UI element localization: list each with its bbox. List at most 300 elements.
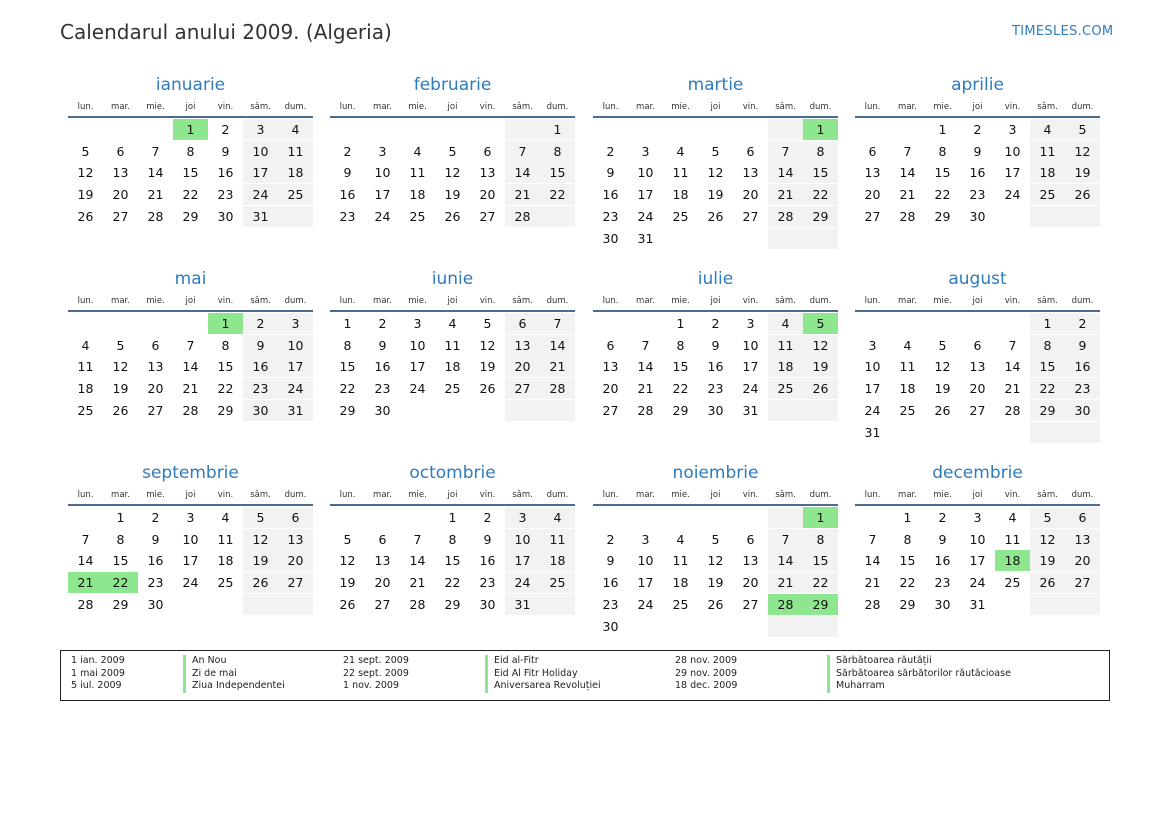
site-link[interactable]: TIMESLES.COM <box>1012 24 1114 39</box>
weekday-label: dum. <box>809 490 832 500</box>
day-cell: 25 <box>672 208 689 224</box>
day-cell: 28 <box>182 402 199 418</box>
header-rule <box>68 310 313 312</box>
day-cell: 8 <box>1030 335 1065 356</box>
day-cell: 23 <box>707 381 724 397</box>
day-cell: 31 <box>278 400 313 421</box>
day-cell: 22 <box>217 381 234 397</box>
day-cell: 3 <box>413 316 422 331</box>
day-cell: 10 <box>182 531 199 547</box>
day-cell: 27 <box>505 378 540 399</box>
day-cell: 15 <box>182 165 199 181</box>
day-cell: 22 <box>540 184 575 205</box>
day-cell: 12 <box>479 337 496 353</box>
day-cell: 31 <box>243 206 278 227</box>
legend-date: 22 sept. 2009 <box>343 667 409 679</box>
day-cell: 26 <box>479 381 496 397</box>
weekday-label: lun. <box>77 296 94 306</box>
day-cell: 16 <box>243 356 278 377</box>
weekday-label: sâm. <box>775 490 796 500</box>
day-cell: 9 <box>483 531 492 547</box>
month-septembrie <box>68 462 313 652</box>
day-cell: 21 <box>768 184 803 205</box>
day-cell: 3 <box>641 143 650 159</box>
day-cell: 27 <box>864 208 881 224</box>
legend-holiday-name: Eid al-Fitr <box>494 655 539 666</box>
day-cell: 6 <box>483 143 492 159</box>
day-cell: 7 <box>1008 337 1017 353</box>
day-cell: 27 <box>147 402 164 418</box>
day-cell: 22 <box>803 572 838 593</box>
day-cell: 14 <box>768 550 803 571</box>
day-cell: 10 <box>969 531 986 547</box>
day-cell: 7 <box>505 141 540 162</box>
empty-weekend-cell <box>1065 422 1100 443</box>
day-cell: 7 <box>151 143 160 159</box>
day-cell: 29 <box>899 596 916 612</box>
day-cell: 6 <box>1065 507 1100 528</box>
month-ianuarie <box>68 74 313 264</box>
weekday-label: mie. <box>933 490 952 500</box>
day-cell: 25 <box>409 208 426 224</box>
day-cell: 24 <box>182 575 199 591</box>
day-cell: 13 <box>742 553 759 569</box>
weekday-header <box>855 488 1100 502</box>
day-cell: 16 <box>374 359 391 375</box>
day-cell: 7 <box>768 529 803 550</box>
day-cell: 24 <box>1004 187 1021 203</box>
month-mai <box>68 268 313 458</box>
month-name: iulie <box>697 269 734 289</box>
weekday-label: mar. <box>636 296 655 306</box>
weekday-label: vin. <box>742 102 759 112</box>
legend-holiday-name: Zi de mai <box>192 667 237 679</box>
day-cell: 22 <box>339 381 356 397</box>
day-cell: 30 <box>374 402 391 418</box>
holiday-cell: 29 <box>803 594 838 615</box>
day-cell: 19 <box>934 381 951 397</box>
empty-weekend-cell <box>540 206 575 227</box>
month-august <box>855 268 1100 458</box>
header-rule <box>855 504 1100 506</box>
day-cell: 20 <box>969 381 986 397</box>
day-cell: 30 <box>934 596 951 612</box>
day-cell: 30 <box>217 208 234 224</box>
day-cell: 4 <box>540 507 575 528</box>
day-cell: 29 <box>182 208 199 224</box>
empty-weekend-cell <box>505 119 540 140</box>
day-cell: 27 <box>278 572 313 593</box>
legend-date: 1 ian. 2009 <box>71 655 125 666</box>
day-cell: 12 <box>112 359 129 375</box>
day-cell: 6 <box>606 337 615 353</box>
day-cell: 12 <box>444 165 461 181</box>
legend-date: 28 nov. 2009 <box>675 655 738 666</box>
day-cell: 19 <box>243 550 278 571</box>
day-cell: 8 <box>448 531 457 547</box>
month-name: septembrie <box>142 463 239 483</box>
day-cell: 1 <box>116 510 125 525</box>
day-cell: 26 <box>1065 184 1100 205</box>
weekday-header <box>330 100 575 114</box>
day-cell: 12 <box>707 553 724 569</box>
day-cell: 10 <box>864 359 881 375</box>
day-cell: 9 <box>606 553 615 569</box>
day-cell: 21 <box>409 575 426 591</box>
day-cell: 24 <box>864 402 881 418</box>
holiday-cell: 18 <box>995 550 1030 571</box>
weekday-header <box>593 294 838 308</box>
day-cell: 4 <box>278 119 313 140</box>
holiday-cell: 1 <box>803 119 838 140</box>
day-cell: 8 <box>903 531 912 547</box>
day-cell: 3 <box>505 507 540 528</box>
weekday-label: joi <box>447 102 458 112</box>
day-cell: 12 <box>1065 141 1100 162</box>
day-cell: 9 <box>378 337 387 353</box>
day-cell: 15 <box>444 553 461 569</box>
day-cell: 17 <box>409 359 426 375</box>
header-rule <box>855 310 1100 312</box>
day-cell: 13 <box>602 359 619 375</box>
weekday-label: dum. <box>809 102 832 112</box>
day-cell: 27 <box>742 596 759 612</box>
day-cell: 14 <box>505 162 540 183</box>
day-cell: 2 <box>711 316 720 331</box>
day-cell: 18 <box>672 575 689 591</box>
legend-holiday-name: Ziua Independentei <box>192 680 285 691</box>
day-cell: 18 <box>899 381 916 397</box>
day-cell: 20 <box>374 575 391 591</box>
day-cell: 6 <box>151 337 160 353</box>
day-cell: 19 <box>479 359 496 375</box>
weekday-label: mar. <box>373 296 392 306</box>
holiday-cell: 22 <box>103 572 138 593</box>
day-cell: 26 <box>707 596 724 612</box>
legend-holiday-name: Aniversarea Revoluției <box>494 680 601 691</box>
day-cell: 20 <box>1065 550 1100 571</box>
day-cell: 8 <box>938 143 947 159</box>
weekday-label: sâm. <box>775 296 796 306</box>
weekday-label: lun. <box>339 102 356 112</box>
day-cell: 13 <box>864 165 881 181</box>
day-cell: 24 <box>969 575 986 591</box>
weekday-header <box>68 100 313 114</box>
day-cell: 22 <box>182 187 199 203</box>
day-cell: 1 <box>540 119 575 140</box>
day-cell: 7 <box>768 141 803 162</box>
day-cell: 2 <box>938 510 947 525</box>
day-cell: 5 <box>343 531 352 547</box>
day-cell: 21 <box>182 381 199 397</box>
weekday-label: joi <box>447 490 458 500</box>
weekday-label: sâm. <box>250 296 271 306</box>
day-cell: 2 <box>221 122 230 137</box>
day-cell: 31 <box>969 596 986 612</box>
day-cell: 6 <box>378 531 387 547</box>
weekday-label: sâm. <box>775 102 796 112</box>
weekday-label: sâm. <box>512 296 533 306</box>
day-cell: 30 <box>243 400 278 421</box>
weekday-label: dum. <box>809 296 832 306</box>
day-cell: 25 <box>540 572 575 593</box>
header-rule <box>68 504 313 506</box>
legend-dates <box>343 655 409 693</box>
legend-date: 1 nov. 2009 <box>343 680 399 691</box>
day-cell: 20 <box>278 550 313 571</box>
month-martie <box>593 74 838 264</box>
day-cell: 8 <box>221 337 230 353</box>
weekday-label: mar. <box>898 102 917 112</box>
day-cell: 23 <box>339 208 356 224</box>
day-cell: 18 <box>1030 162 1065 183</box>
day-cell: 19 <box>1030 550 1065 571</box>
day-cell: 30 <box>602 618 619 634</box>
day-cell: 21 <box>768 572 803 593</box>
day-cell: 19 <box>707 575 724 591</box>
month-name: februarie <box>413 75 492 95</box>
month-noiembrie <box>593 462 838 652</box>
day-cell: 29 <box>444 596 461 612</box>
day-cell: 28 <box>637 402 654 418</box>
day-cell: 9 <box>711 337 720 353</box>
day-cell: 3 <box>868 337 877 353</box>
weekday-label: mar. <box>373 102 392 112</box>
day-cell: 25 <box>444 381 461 397</box>
day-cell: 12 <box>339 553 356 569</box>
day-cell: 13 <box>374 553 391 569</box>
day-cell: 15 <box>1030 356 1065 377</box>
day-cell: 19 <box>77 187 94 203</box>
day-cell: 9 <box>243 335 278 356</box>
day-cell: 11 <box>217 531 234 547</box>
day-cell: 21 <box>1004 381 1021 397</box>
empty-weekend-cell <box>540 594 575 615</box>
day-cell: 13 <box>147 359 164 375</box>
weekday-label: dum. <box>284 490 307 500</box>
day-cell: 27 <box>742 208 759 224</box>
day-cell: 7 <box>186 337 195 353</box>
day-cell: 19 <box>803 356 838 377</box>
day-cell: 27 <box>479 208 496 224</box>
day-cell: 8 <box>803 529 838 550</box>
weekday-label: mie. <box>146 102 165 112</box>
weekday-label: mie. <box>146 296 165 306</box>
month-name: august <box>948 269 1007 289</box>
day-cell: 14 <box>77 553 94 569</box>
day-cell: 4 <box>1030 119 1065 140</box>
legend-holiday-name: Eid Al Fitr Holiday <box>494 667 578 679</box>
day-cell: 15 <box>112 553 129 569</box>
day-cell: 13 <box>969 359 986 375</box>
empty-weekend-cell <box>540 400 575 421</box>
weekday-label: mar. <box>111 490 130 500</box>
legend-names <box>827 655 1011 693</box>
weekday-label: lun. <box>864 102 881 112</box>
day-cell: 25 <box>899 402 916 418</box>
day-cell: 10 <box>742 337 759 353</box>
weekday-label: joi <box>710 490 721 500</box>
day-cell: 12 <box>803 335 838 356</box>
day-cell: 23 <box>147 575 164 591</box>
day-cell: 1 <box>676 316 685 331</box>
day-cell: 23 <box>602 208 619 224</box>
day-cell: 1 <box>343 316 352 331</box>
day-cell: 17 <box>1004 165 1021 181</box>
month-octombrie <box>330 462 575 652</box>
weekday-header <box>593 100 838 114</box>
day-cell: 2 <box>343 143 352 159</box>
weekday-label: lun. <box>602 102 619 112</box>
day-cell: 11 <box>672 165 689 181</box>
weekday-header <box>330 294 575 308</box>
day-cell: 13 <box>1065 529 1100 550</box>
day-cell: 10 <box>243 141 278 162</box>
day-cell: 28 <box>409 596 426 612</box>
legend-dates <box>675 655 737 693</box>
day-cell: 12 <box>934 359 951 375</box>
legend-date: 21 sept. 2009 <box>343 655 409 666</box>
weekday-label: lun. <box>77 102 94 112</box>
day-cell: 6 <box>973 337 982 353</box>
weekday-label: lun. <box>864 296 881 306</box>
day-cell: 3 <box>1008 122 1017 137</box>
day-cell: 16 <box>602 187 619 203</box>
day-cell: 20 <box>602 381 619 397</box>
day-cell: 25 <box>77 402 94 418</box>
day-cell: 5 <box>243 507 278 528</box>
day-cell: 3 <box>746 316 755 331</box>
day-cell: 7 <box>540 313 575 334</box>
page-title: Calendarul anului 2009. (Algeria) <box>60 20 392 44</box>
empty-weekend-cell <box>803 400 838 421</box>
weekday-header <box>68 488 313 502</box>
day-cell: 31 <box>637 230 654 246</box>
weekday-label: joi <box>185 296 196 306</box>
day-cell: 22 <box>1030 378 1065 399</box>
day-cell: 7 <box>868 531 877 547</box>
day-cell: 24 <box>637 596 654 612</box>
day-cell: 26 <box>112 402 129 418</box>
day-cell: 8 <box>803 141 838 162</box>
holiday-cell: 28 <box>768 594 803 615</box>
day-cell: 23 <box>934 575 951 591</box>
weekday-label: joi <box>972 490 983 500</box>
weekday-label: vin. <box>1004 102 1021 112</box>
weekday-label: dum. <box>1071 102 1094 112</box>
weekday-label: dum. <box>546 102 569 112</box>
day-cell: 4 <box>1008 510 1017 525</box>
day-cell: 16 <box>479 553 496 569</box>
weekday-label: mie. <box>408 296 427 306</box>
day-cell: 13 <box>278 529 313 550</box>
weekday-label: joi <box>972 102 983 112</box>
day-cell: 10 <box>637 165 654 181</box>
day-cell: 24 <box>505 572 540 593</box>
day-cell: 21 <box>505 184 540 205</box>
day-cell: 29 <box>217 402 234 418</box>
month-aprilie <box>855 74 1100 264</box>
weekday-label: sâm. <box>1037 490 1058 500</box>
day-cell: 9 <box>151 531 160 547</box>
day-cell: 10 <box>505 529 540 550</box>
legend-holiday-name: An Nou <box>192 655 227 666</box>
day-cell: 2 <box>606 531 615 547</box>
day-cell: 23 <box>1065 378 1100 399</box>
holiday-cell: 1 <box>208 313 243 334</box>
weekday-label: lun. <box>339 490 356 500</box>
day-cell: 1 <box>1030 313 1065 334</box>
weekday-label: lun. <box>602 296 619 306</box>
day-cell: 3 <box>278 313 313 334</box>
weekday-label: mie. <box>408 102 427 112</box>
empty-weekend-cell <box>768 228 803 249</box>
weekday-label: sâm. <box>250 102 271 112</box>
weekday-label: mie. <box>146 490 165 500</box>
day-cell: 5 <box>448 143 457 159</box>
day-cell: 27 <box>969 402 986 418</box>
day-cell: 29 <box>339 402 356 418</box>
day-cell: 18 <box>444 359 461 375</box>
day-cell: 18 <box>768 356 803 377</box>
day-cell: 29 <box>672 402 689 418</box>
day-cell: 19 <box>1065 162 1100 183</box>
day-cell: 15 <box>934 165 951 181</box>
header-rule <box>330 310 575 312</box>
weekday-label: mie. <box>408 490 427 500</box>
month-name: decembrie <box>932 463 1023 483</box>
weekday-label: joi <box>185 490 196 500</box>
day-cell: 26 <box>339 596 356 612</box>
weekday-label: joi <box>972 296 983 306</box>
day-cell: 31 <box>505 594 540 615</box>
day-cell: 14 <box>864 553 881 569</box>
legend-names <box>183 655 285 693</box>
day-cell: 19 <box>339 575 356 591</box>
day-cell: 10 <box>637 553 654 569</box>
day-cell: 28 <box>1004 402 1021 418</box>
day-cell: 29 <box>112 596 129 612</box>
header-rule <box>593 310 838 312</box>
weekday-label: sâm. <box>250 490 271 500</box>
day-cell: 6 <box>868 143 877 159</box>
day-cell: 30 <box>1065 400 1100 421</box>
day-cell: 5 <box>711 531 720 547</box>
day-cell: 6 <box>116 143 125 159</box>
day-cell: 5 <box>938 337 947 353</box>
day-cell: 23 <box>217 187 234 203</box>
day-cell: 28 <box>77 596 94 612</box>
day-cell: 11 <box>672 553 689 569</box>
day-cell: 14 <box>637 359 654 375</box>
empty-weekend-cell <box>278 594 313 615</box>
holiday-cell: 5 <box>803 313 838 334</box>
day-cell: 12 <box>707 165 724 181</box>
day-cell: 16 <box>1065 356 1100 377</box>
day-cell: 31 <box>864 424 881 440</box>
day-cell: 5 <box>81 143 90 159</box>
header-rule <box>593 116 838 118</box>
day-cell: 25 <box>1030 184 1065 205</box>
day-cell: 12 <box>243 529 278 550</box>
day-cell: 30 <box>147 596 164 612</box>
day-cell: 1 <box>938 122 947 137</box>
day-cell: 28 <box>540 378 575 399</box>
day-cell: 26 <box>444 208 461 224</box>
weekday-label: vin. <box>479 296 496 306</box>
day-cell: 8 <box>116 531 125 547</box>
day-cell: 16 <box>934 553 951 569</box>
